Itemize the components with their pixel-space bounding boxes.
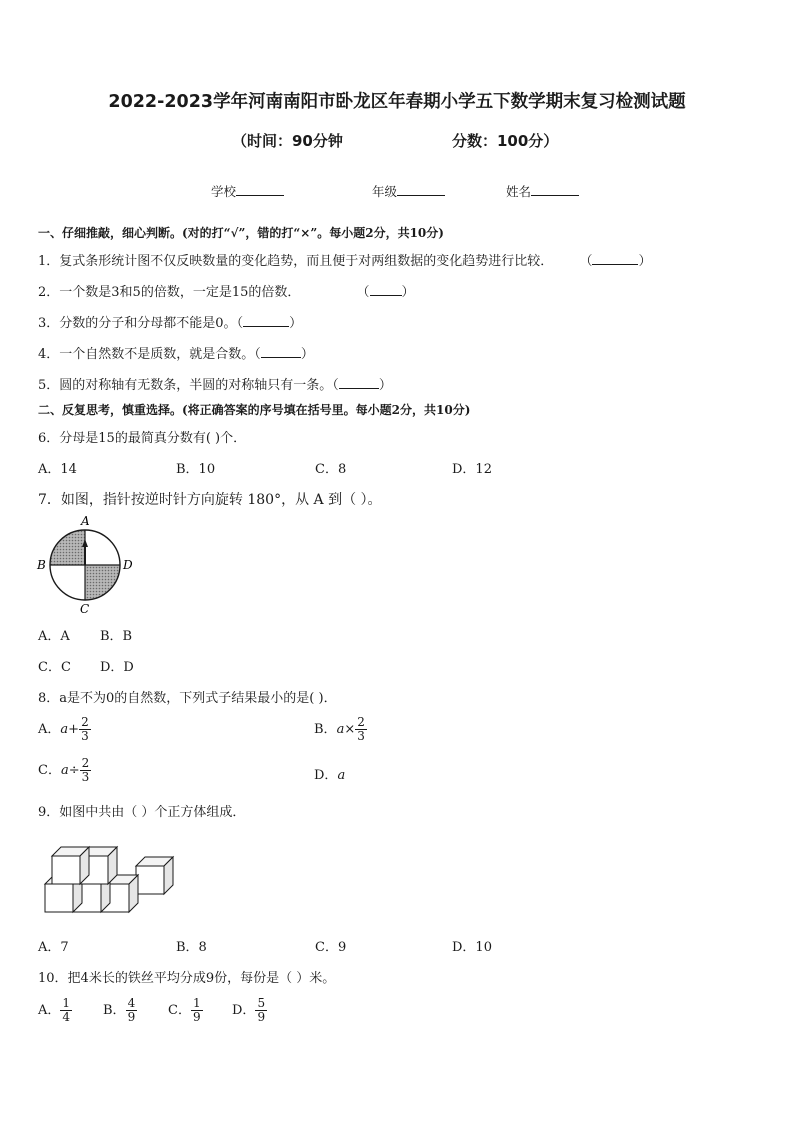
school-label: 学校 bbox=[211, 184, 237, 199]
q8-option-c[interactable] bbox=[38, 757, 91, 784]
question-number: 2． bbox=[38, 285, 60, 300]
option-label: D． bbox=[314, 768, 338, 783]
name-label: 姓名 bbox=[506, 184, 532, 199]
paren-close: ） bbox=[378, 378, 392, 393]
fraction: $\frac{5}{9}$ bbox=[257, 996, 266, 1024]
page-title: 2022-2023学年河南南阳市卧龙区年春期小学五下数学期末复习检测试题 bbox=[108, 92, 686, 112]
school-blank[interactable] bbox=[236, 183, 284, 196]
answer-blank[interactable] bbox=[261, 345, 301, 358]
cube bbox=[136, 857, 173, 894]
q6-option-a[interactable]: A．14 bbox=[38, 462, 77, 477]
variable: a bbox=[337, 768, 346, 783]
question-10: 10．把4米长的铁丝平均分成9份，每份是（ ）米。 bbox=[38, 971, 336, 986]
q6-option-d[interactable]: D．12 bbox=[452, 462, 492, 477]
paren-close: ） bbox=[401, 285, 415, 300]
q7-option-d[interactable]: D．D bbox=[100, 660, 134, 675]
name-field bbox=[506, 182, 579, 200]
question-3 bbox=[38, 312, 302, 331]
answer-blank[interactable] bbox=[339, 376, 379, 389]
answer-blank[interactable] bbox=[592, 252, 638, 265]
grade-blank[interactable] bbox=[397, 183, 445, 196]
q9-option-c[interactable]: C．9 bbox=[315, 940, 347, 955]
q10-option-c[interactable] bbox=[168, 997, 203, 1024]
grade-label: 年级 bbox=[372, 184, 398, 199]
section2-heading: 二、反复思考，慎重选择。(将正确答案的序号填在括号里。每小题2分，共10分) bbox=[38, 403, 471, 417]
question-number: 3． bbox=[38, 316, 60, 331]
dial-label-b: B bbox=[37, 558, 46, 572]
q10-option-d[interactable] bbox=[232, 997, 267, 1024]
question-text: 复式条形统计图不仅反映数量的变化趋势，而且便于对两组数据的变化趋势进行比较． bbox=[59, 254, 554, 269]
fraction: $\frac{1}{4}$ bbox=[62, 996, 71, 1024]
cubes-svg bbox=[40, 838, 182, 916]
question-8: 8．a是不为0的自然数，下列式子结果最小的是( )． bbox=[38, 691, 337, 706]
question-6: 6．分母是15的最简真分数有( )个． bbox=[38, 431, 247, 446]
fraction: $\frac{2}{3}$ bbox=[81, 756, 90, 784]
operator: × bbox=[344, 722, 356, 737]
fraction: $\frac{2}{3}$ bbox=[357, 715, 365, 743]
option-label: C． bbox=[38, 763, 61, 778]
question-5 bbox=[38, 374, 392, 393]
dial-label-a: A bbox=[81, 514, 90, 528]
paren-close: ） bbox=[289, 316, 303, 331]
question-text: 一个数是3和5的倍数，一定是15的倍数． bbox=[59, 285, 301, 300]
time-label: （时间：90分钟 bbox=[232, 132, 343, 150]
variable: a bbox=[60, 763, 69, 778]
name-blank[interactable] bbox=[531, 183, 579, 196]
paren-open: （ bbox=[236, 316, 244, 331]
section1-heading: 一、仔细推敲，细心判断。(对的打“√”，错的打“×”。每小题2分，共10分) bbox=[38, 226, 444, 240]
question-number: 5． bbox=[38, 378, 60, 393]
option-label: D． bbox=[232, 1003, 256, 1018]
question-4 bbox=[38, 343, 314, 362]
option-label: B． bbox=[314, 722, 337, 737]
question-text: 一个自然数不是质数，就是合数。 bbox=[59, 347, 255, 362]
q10-option-a[interactable] bbox=[38, 997, 72, 1024]
paren-close: ） bbox=[300, 347, 314, 362]
option-label: C． bbox=[168, 1003, 191, 1018]
question-number: 1． bbox=[38, 254, 60, 269]
operator: ÷ bbox=[68, 763, 80, 778]
score-label: 分数：100分） bbox=[452, 132, 559, 150]
q7-option-c[interactable]: C．C bbox=[38, 660, 71, 675]
question-number: 4． bbox=[38, 347, 60, 362]
school-field bbox=[211, 182, 284, 200]
q6-option-b[interactable]: B．10 bbox=[176, 462, 216, 477]
option-label: B． bbox=[103, 1003, 126, 1018]
question-9: 9．如图中共由（ ）个正方体组成． bbox=[38, 805, 246, 820]
fraction: $\frac{2}{3}$ bbox=[81, 715, 89, 743]
question-1 bbox=[38, 250, 651, 269]
q9-option-a[interactable]: A．7 bbox=[38, 940, 69, 955]
paren-open: （ bbox=[579, 254, 593, 269]
q10-option-b[interactable] bbox=[103, 997, 137, 1024]
cube-stack-figure bbox=[40, 838, 182, 916]
q9-option-b[interactable]: B．8 bbox=[176, 940, 207, 955]
fraction: $\frac{1}{9}$ bbox=[192, 996, 201, 1024]
option-label: A． bbox=[38, 722, 61, 737]
q7-option-a[interactable]: A．A bbox=[38, 629, 70, 644]
dial-label-c: C bbox=[80, 602, 90, 616]
answer-blank[interactable] bbox=[370, 283, 402, 296]
question-text: 圆的对称轴有无数条，半圆的对称轴只有一条。 bbox=[59, 378, 333, 393]
variable: a bbox=[60, 722, 69, 737]
cube bbox=[52, 847, 89, 884]
dial-label-d: D bbox=[123, 558, 133, 572]
question-2 bbox=[38, 281, 415, 300]
paren-open: （ bbox=[356, 285, 370, 300]
paren-close: ） bbox=[638, 254, 652, 269]
pointer-dial-figure bbox=[35, 512, 135, 616]
q8-option-a[interactable] bbox=[38, 716, 91, 743]
question-text: 分数的分子和分母都不能是0。 bbox=[59, 316, 237, 331]
paren-open: （ bbox=[254, 347, 261, 362]
operator: + bbox=[68, 722, 80, 737]
q9-option-d[interactable]: D．10 bbox=[452, 940, 492, 955]
answer-blank[interactable] bbox=[243, 314, 289, 327]
fraction: $\frac{4}{9}$ bbox=[127, 996, 136, 1024]
q6-option-c[interactable]: C．8 bbox=[315, 462, 347, 477]
q8-option-b[interactable] bbox=[314, 716, 367, 743]
q7-option-b[interactable]: B．B bbox=[100, 629, 133, 644]
paren-open: （ bbox=[332, 378, 339, 393]
option-label: A． bbox=[38, 1003, 61, 1018]
question-7: 7．如图，指针按逆时针方向旋转 180°，从 A 到（ ）。 bbox=[38, 492, 382, 508]
q8-option-d[interactable] bbox=[314, 764, 345, 783]
grade-field bbox=[372, 182, 445, 200]
variable: a bbox=[336, 722, 345, 737]
